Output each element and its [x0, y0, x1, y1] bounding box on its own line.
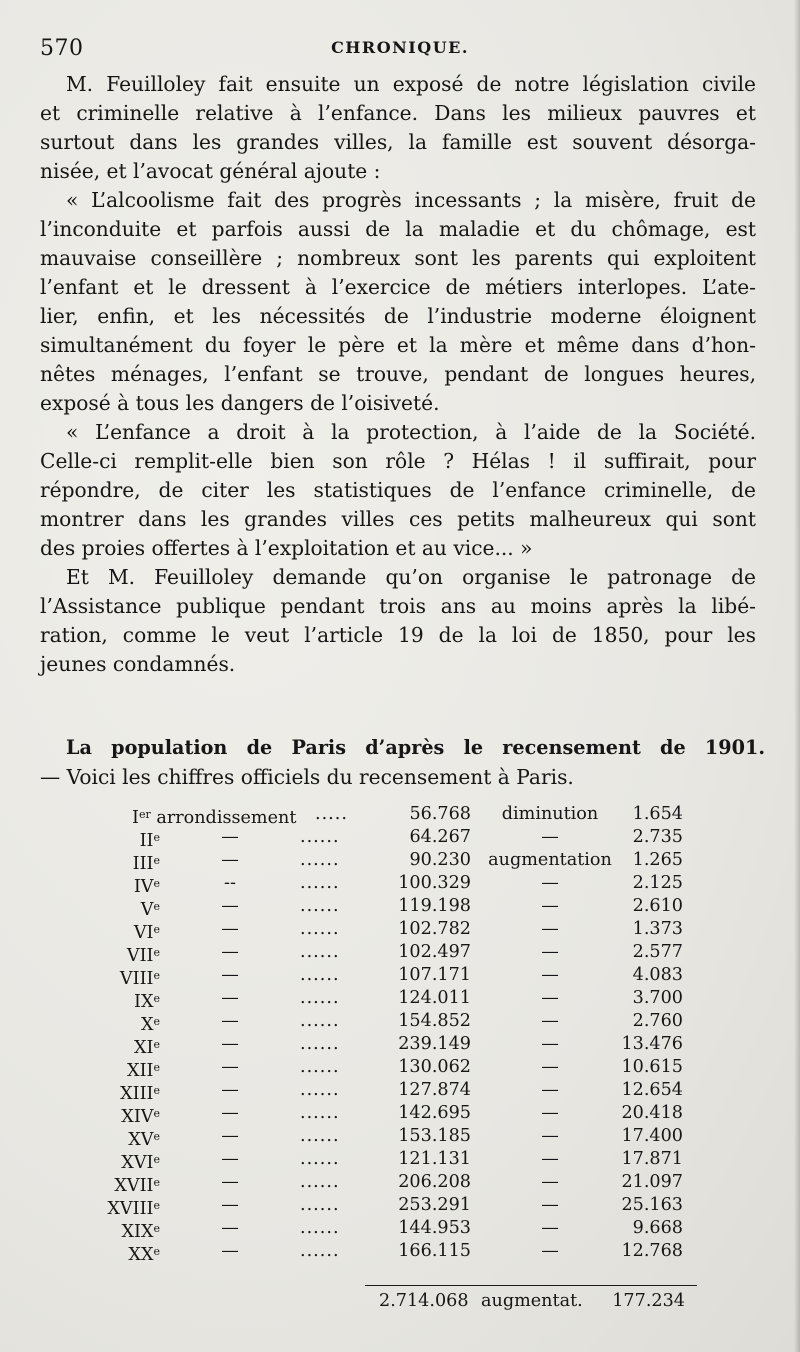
row-dots: ...... [300, 1218, 340, 1238]
table-row [60, 1217, 700, 1240]
row-dash: — [221, 942, 239, 962]
row-dash: — [221, 1241, 239, 1261]
row-dots: ...... [300, 1172, 340, 1192]
row-dots: ...... [300, 1057, 340, 1077]
row-dash: — [221, 1011, 239, 1031]
table-row [60, 1148, 700, 1171]
row-dash: — [221, 1034, 239, 1054]
row-dash: — [221, 1218, 239, 1238]
row-change: — [541, 1241, 559, 1261]
table-row [60, 895, 700, 918]
row-change: — [541, 827, 559, 847]
row-change: — [541, 1103, 559, 1123]
section-title: La population de Paris d’après le recensement de 1901. [66, 736, 765, 759]
row-population: 107.171 [398, 965, 471, 985]
row-dots: ...... [300, 942, 340, 962]
row-change: — [541, 965, 559, 985]
row-dash: — [221, 919, 239, 939]
paragraph-line: M. Feuilloley fait ensuite un exposé de notre législation civile [66, 72, 756, 96]
arrondissement-label [60, 1240, 160, 1267]
row-difference: 2.735 [632, 827, 683, 847]
row-change: — [541, 1149, 559, 1169]
row-numeral: I [132, 808, 139, 828]
paragraph-line: simultanément du foyer le père et la mère et même dans d’hon- [40, 333, 756, 357]
row-difference: 3.700 [632, 988, 683, 1008]
row-change: — [541, 1195, 559, 1215]
row-population: 130.062 [398, 1057, 471, 1077]
row-ordinal: e [153, 969, 160, 982]
row-change: — [541, 1034, 559, 1054]
row-numeral: IX [134, 992, 154, 1012]
row-population: 124.011 [398, 988, 471, 1008]
table-row [60, 1171, 700, 1194]
page-edge-shadow [794, 0, 800, 1352]
row-population: 119.198 [398, 896, 471, 916]
total-label: augmentat. [481, 1291, 583, 1311]
paragraph-line: l’enfant et le dressent à l’exercice de métiers interlopes. L’ate- [40, 275, 756, 299]
table-row [60, 1102, 700, 1125]
row-difference: 13.476 [621, 1034, 683, 1054]
table-row [60, 941, 700, 964]
row-ordinal: e [153, 900, 160, 913]
row-numeral: XIV [121, 1107, 154, 1127]
row-population: 153.185 [398, 1126, 471, 1146]
row-population: 142.695 [398, 1103, 471, 1123]
row-dots: ...... [300, 919, 340, 939]
row-ordinal: e [153, 1015, 160, 1028]
total-population: 2.714.068 [379, 1291, 469, 1311]
running-title: CHRONIQUE. [331, 38, 469, 57]
row-dots: ..... [315, 804, 348, 824]
row-dash: — [221, 1103, 239, 1123]
row-population: 121.131 [398, 1149, 471, 1169]
row-dash: -- [224, 873, 236, 893]
row-label-text: arrondissement [156, 808, 297, 828]
row-dots: ...... [300, 1149, 340, 1169]
row-ordinal: e [153, 992, 160, 1005]
row-change: — [541, 896, 559, 916]
row-difference: 2.610 [632, 896, 683, 916]
table-row [60, 1033, 700, 1056]
row-difference: 9.668 [632, 1218, 683, 1238]
row-ordinal: e [153, 1222, 160, 1235]
row-numeral: III [132, 854, 154, 874]
paragraph-line: lier, enfin, et les nécessités de l’industrie moderne éloignent [40, 304, 756, 328]
row-ordinal: e [153, 1130, 160, 1143]
row-ordinal: e [153, 1107, 160, 1120]
paragraph-line: l’inconduite et parfois aussi de la maladie et du chômage, est [40, 217, 756, 241]
paragraph-line: « L’alcoolisme fait des progrès incessants ; la misère, fruit de [66, 188, 756, 212]
table-row [60, 1240, 700, 1263]
table-row [60, 1125, 700, 1148]
row-population: 144.953 [398, 1218, 471, 1238]
table-row [60, 1056, 700, 1079]
table-row [60, 826, 700, 849]
row-dash: — [221, 850, 239, 870]
row-ordinal: er [138, 808, 151, 821]
row-dots: ...... [300, 1195, 340, 1215]
row-change: — [541, 1218, 559, 1238]
paragraph-line: nêtes ménages, l’enfant se trouve, pendant de longues heures, [40, 362, 756, 386]
row-population: 90.230 [409, 850, 471, 870]
row-ordinal: e [153, 831, 160, 844]
row-difference: 17.400 [621, 1126, 683, 1146]
total-difference: 177.234 [612, 1291, 685, 1311]
paragraph-line: montrer dans les grandes villes ces petits malheureux qui sont [40, 507, 756, 531]
paragraph-line: « L’enfance a droit à la protection, à l’aide de la Société. [66, 420, 756, 444]
row-difference: 1.265 [632, 850, 683, 870]
paragraph-line: ration, comme le veut l’article 19 de la loi de 1850, pour les [40, 623, 756, 647]
row-dots: ...... [300, 873, 340, 893]
row-population: 64.267 [409, 827, 471, 847]
row-numeral: XIX [121, 1222, 154, 1242]
row-population: 56.768 [409, 804, 471, 824]
row-ordinal: e [153, 1038, 160, 1051]
row-ordinal: e [153, 923, 160, 936]
row-dots: ...... [300, 896, 340, 916]
row-difference: 2.125 [632, 873, 683, 893]
row-difference: 25.163 [621, 1195, 683, 1215]
row-numeral: VIII [119, 969, 154, 989]
row-dots: ...... [300, 1126, 340, 1146]
row-dash: — [221, 988, 239, 1008]
row-change: — [541, 1011, 559, 1031]
row-ordinal: e [153, 854, 160, 867]
row-change: — [541, 1126, 559, 1146]
row-ordinal: e [153, 1176, 160, 1189]
row-numeral: XV [128, 1130, 154, 1150]
row-dash: — [221, 1126, 239, 1146]
row-dash: — [221, 896, 239, 916]
table-row [60, 1079, 700, 1102]
paragraph-line: exposé à tous les dangers de l’oisiveté. [40, 391, 440, 415]
row-dash: — [221, 1057, 239, 1077]
table-row [60, 803, 700, 826]
body-text [40, 70, 756, 679]
paragraph-line: jeunes condamnés. [40, 652, 236, 676]
row-numeral: XVIII [107, 1199, 154, 1219]
row-numeral: II [139, 831, 154, 851]
row-dots: ...... [300, 850, 340, 870]
row-ordinal: e [153, 1061, 160, 1074]
total-row [365, 1290, 697, 1313]
page-number: 570 [40, 36, 84, 61]
row-ordinal: e [153, 877, 160, 890]
row-population: 166.115 [398, 1241, 471, 1261]
table-row [60, 849, 700, 872]
row-population: 253.291 [398, 1195, 471, 1215]
row-dash: — [221, 965, 239, 985]
table-row [60, 1194, 700, 1217]
row-population: 102.782 [398, 919, 471, 939]
paragraph-line: Celle-ci remplit-elle bien son rôle ? Hélas ! il suffirait, pour [40, 449, 756, 473]
row-change: — [541, 1057, 559, 1077]
row-dash: — [221, 1172, 239, 1192]
row-dots: ...... [300, 988, 340, 1008]
row-population: 100.329 [398, 873, 471, 893]
row-change: — [541, 1080, 559, 1100]
row-numeral: VII [126, 946, 154, 966]
sum-rule [365, 1285, 697, 1286]
row-ordinal: e [153, 946, 160, 959]
row-numeral: VI [133, 923, 154, 943]
row-dots: ...... [300, 1241, 340, 1261]
row-population: 206.208 [398, 1172, 471, 1192]
table-row [60, 872, 700, 895]
row-dots: ...... [300, 1080, 340, 1100]
row-numeral: V [140, 900, 154, 920]
row-difference: 2.760 [632, 1011, 683, 1031]
paragraph-line: mauvaise conseillère ; nombreux sont les parents qui exploitent [40, 246, 756, 270]
row-dots: ...... [300, 1011, 340, 1031]
row-ordinal: e [153, 1199, 160, 1212]
row-dash: — [221, 1080, 239, 1100]
row-difference: 12.654 [621, 1080, 683, 1100]
paragraph-line: l’Assistance publique pendant trois ans au moins après la libé- [40, 594, 756, 618]
table-row [60, 987, 700, 1010]
row-numeral: XII [127, 1061, 154, 1081]
row-difference: 1.373 [632, 919, 683, 939]
row-population: 154.852 [398, 1011, 471, 1031]
row-difference: 17.871 [621, 1149, 683, 1169]
row-population: 239.149 [398, 1034, 471, 1054]
row-dots: ...... [300, 827, 340, 847]
row-dash: — [221, 1195, 239, 1215]
row-difference: 2.577 [632, 942, 683, 962]
row-numeral: XX [128, 1245, 154, 1265]
paragraph-line: Et M. Feuilloley demande qu’on organise le patronage de [66, 565, 756, 589]
row-change: — [541, 942, 559, 962]
table-row [60, 918, 700, 941]
row-dots: ...... [300, 1103, 340, 1123]
row-ordinal: e [153, 1245, 160, 1258]
row-numeral: X [140, 1015, 154, 1035]
row-difference: 21.097 [621, 1172, 683, 1192]
row-difference: 1.654 [632, 804, 683, 824]
section-intro: — Voici les chiffres officiels du recensement à Paris. [40, 765, 574, 789]
row-difference: 20.418 [621, 1103, 683, 1123]
row-change: — [541, 919, 559, 939]
row-difference: 12.768 [621, 1241, 683, 1261]
paragraph-line: et criminelle relative à l’enfance. Dans les milieux pauvres et [40, 101, 756, 125]
paragraph-line: surtout dans les grandes villes, la famille est souvent désorga- [40, 130, 756, 154]
row-change: diminution [501, 804, 599, 824]
paragraph-line: répondre, de citer les statistiques de l’enfance criminelle, de [40, 478, 756, 502]
table-row [60, 1010, 700, 1033]
table-rows [60, 826, 700, 1263]
census-table [60, 803, 700, 1263]
row-ordinal: e [153, 1084, 160, 1097]
row-change: — [541, 988, 559, 1008]
row-numeral: XI [134, 1038, 154, 1058]
row-difference: 4.083 [632, 965, 683, 985]
row-difference: 10.615 [621, 1057, 683, 1077]
row-dots: ...... [300, 1034, 340, 1054]
paragraph-line: nisée, et l’avocat général ajoute : [40, 159, 381, 183]
row-dash: — [221, 1149, 239, 1169]
row-dash: — [221, 827, 239, 847]
row-change: — [541, 873, 559, 893]
row-dots: ...... [300, 965, 340, 985]
row-numeral: XIII [120, 1084, 154, 1104]
row-numeral: XVII [114, 1176, 154, 1196]
section-heading [40, 733, 765, 762]
row-numeral: IV [133, 877, 154, 897]
row-change: augmentation [488, 850, 612, 870]
row-population: 102.497 [398, 942, 471, 962]
row-ordinal: e [153, 1153, 160, 1166]
table-row [60, 964, 700, 987]
row-change: — [541, 1172, 559, 1192]
row-numeral: XVI [121, 1153, 154, 1173]
page-header [40, 36, 760, 64]
paragraph-line: des proies offertes à l’exploitation et au vice... » [40, 536, 533, 560]
row-population: 127.874 [398, 1080, 471, 1100]
